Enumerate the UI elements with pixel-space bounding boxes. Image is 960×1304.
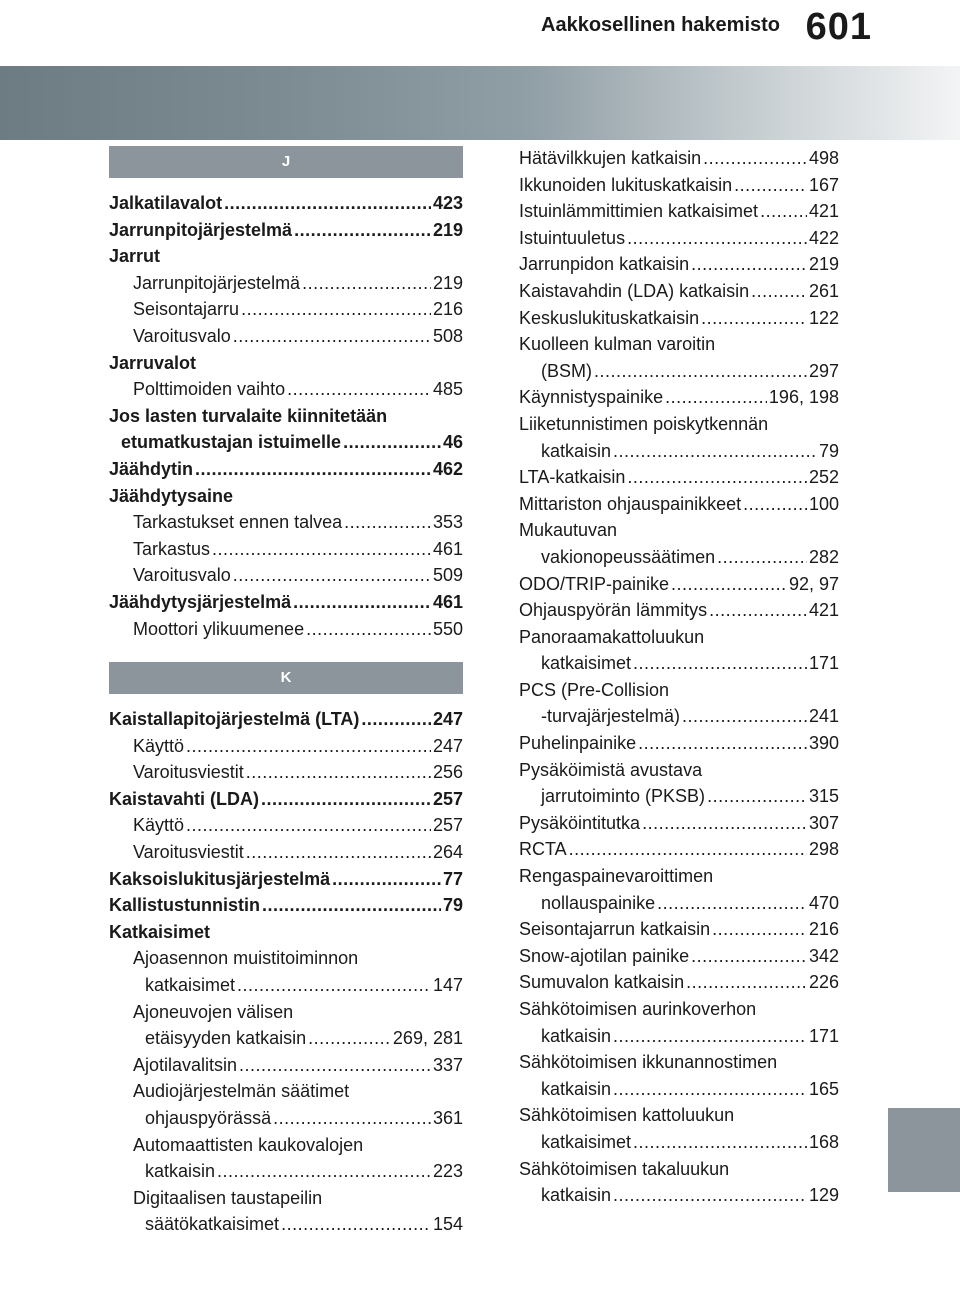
index-entry-page: 241 [808,706,839,727]
index-entry-label: Tarkastukset ennen talvea [133,512,343,533]
index-entry-label: Kaistallapitojärjestelmä (LTA) [109,709,360,730]
index-entry [109,1185,463,1212]
index-entry-page: 342 [808,945,839,966]
leader-dots [233,323,431,350]
index-entry-label: etumatkustajan istuimelle [121,432,342,453]
leader-dots [671,571,787,598]
leader-dots [233,562,431,589]
index-entry [519,943,839,970]
index-entry-label: Panoraamakattoluukun [519,626,705,647]
index-entry [109,919,463,946]
index-entry [519,863,839,890]
index-entry [109,866,463,893]
leader-dots [239,1052,431,1079]
index-entry [109,786,463,813]
leader-dots [627,464,807,491]
index-entry-label: Seisontajarrun katkaisin [519,919,711,940]
index-entry-page: 171 [808,653,839,674]
index-entry-label: Jarrunpitojärjestelmä [109,219,293,240]
index-entry-page: 216 [808,919,839,940]
leader-dots [569,836,807,863]
index-entry [519,916,839,943]
index-entry [109,972,463,999]
index-entry-page: 167 [808,174,839,195]
index-entry [519,438,839,465]
leader-dots [241,296,431,323]
index-entry-label: Kallistustunnistin [109,895,261,916]
leader-dots [703,145,807,172]
index-entry-label: Pysäköimistä avustava [519,759,703,780]
index-entry-label: katkaisimet [541,1131,632,1152]
index-entry [109,1132,463,1159]
index-entry-page: 550 [432,618,463,639]
index-entry-label: Jalkatilavalot [109,193,223,213]
index-entry-page: 353 [432,512,463,533]
index-entry-label: Kaksoislukitusjärjestelmä [109,868,331,889]
index-entry [519,358,839,385]
index-entry-label: PCS (Pre-Collision [519,679,670,700]
index-entry-page: 100 [808,493,839,514]
index-entry [519,703,839,730]
index-list-right [519,145,839,1209]
index-entry-label: Sähkötoimisen takaluukun [519,1158,730,1179]
index-entry [519,198,839,225]
index-entry-label: Käyttö [133,815,185,836]
index-entry-page: 421 [808,201,839,222]
leader-dots [186,733,431,760]
leader-dots [293,589,431,616]
index-entry [519,464,839,491]
index-entry-page: 223 [432,1161,463,1182]
leader-dots [682,703,807,730]
leader-dots [717,544,807,571]
index-entry [109,1211,463,1238]
index-entry-page: 92, 97 [788,573,839,594]
index-entry-label: Jos lasten turvalaite kiinnitetään [109,405,388,426]
index-entry-label: Jarrunpidon katkaisin [519,254,690,275]
leader-dots [613,438,817,465]
index-entry-label: Varoitusvalo [133,325,231,346]
leader-dots [734,172,807,199]
index-entry-label: Mittariston ohjauspainikkeet [519,493,742,514]
index-entry [519,517,839,544]
index-entry-label: Sähkötoimisen kattoluukun [519,1105,735,1126]
index-entry-label: Moottori ylikuumenee [133,618,305,639]
index-entry-label: Sähkötoimisen ikkunannostimen [519,1052,778,1073]
index-entry-page: 122 [808,307,839,328]
leader-dots [195,456,431,483]
leader-dots [633,650,807,677]
index-entry [109,733,463,760]
index-entry [109,999,463,1026]
index-entry-label: Ajoasennon muistitoiminnon [133,948,359,969]
index-entry-label: Ajotilavalitsin [133,1054,238,1075]
index-entry-page: 498 [808,148,839,168]
index-entry-label: Varoitusviestit [133,762,244,783]
index-entry [109,456,463,483]
leader-dots [613,1023,807,1050]
index-column-right [519,145,839,1209]
index-entry-page: 77 [442,868,463,889]
index-entry [519,810,839,837]
index-entry [109,812,463,839]
index-entry-page: 247 [432,735,463,756]
index-entry-label: Kuolleen kulman varoitin [519,334,716,355]
leader-dots [273,1105,431,1132]
leader-dots [262,892,441,919]
leader-dots [627,225,807,252]
index-entry [109,589,463,616]
index-entry-label: vakionopeussäätimen [541,546,716,567]
index-list-j [109,190,463,642]
index-entry-label: katkaisin [541,1025,612,1046]
index-entry [519,278,839,305]
index-entry [519,1049,839,1076]
index-entry [109,509,463,536]
index-entry-label: etäisyyden katkaisin [145,1028,307,1049]
index-entry-label: ohjauspyörässä [145,1108,272,1128]
leader-dots [261,786,431,813]
index-entry [519,783,839,810]
index-entry-page: 168 [808,1131,839,1152]
index-entry [109,429,463,456]
leader-dots [657,890,807,917]
index-entry-label: katkaisimet [541,653,632,674]
index-entry [109,1105,463,1132]
index-entry-page: 509 [432,565,463,586]
leader-dots [224,190,431,217]
index-entry-page: 282 [808,546,839,567]
index-entry [109,945,463,972]
index-entry [109,243,463,270]
leader-dots [709,597,807,624]
index-entry-page: 252 [808,467,839,488]
leader-dots [642,810,807,837]
leader-dots [302,270,431,297]
leader-dots [294,217,431,244]
index-entry-label: Ohjauspyörän lämmitys [519,600,708,621]
index-entry-label: Seisontajarru [133,299,240,320]
index-entry-label: Pysäköintitutka [519,812,641,833]
index-entry-page: 261 [808,280,839,301]
index-entry [519,491,839,518]
index-entry-label: Mukautuvan [519,520,618,541]
header-banner [0,66,960,140]
index-entry [519,571,839,598]
index-entry [519,145,839,172]
index-entry-label: Käyttö [133,735,185,756]
index-entry-label: Katkaisimet [109,921,211,942]
index-entry [109,839,463,866]
index-entry [519,996,839,1023]
index-entry-label: Puhelinpainike [519,733,637,754]
index-entry-label: Hätävilkkujen katkaisin [519,148,702,168]
leader-dots [760,198,807,225]
index-entry-page: 165 [808,1078,839,1099]
index-entry-page: 219 [808,254,839,275]
index-entry-page: 423 [432,193,463,213]
index-entry-page: 462 [432,458,463,479]
index-entry-page: 154 [432,1214,463,1235]
leader-dots [751,278,807,305]
index-entry [519,172,839,199]
index-entry-page: 315 [808,786,839,807]
index-entry [109,483,463,510]
index-entry-page: 485 [432,379,463,400]
index-entry-label: katkaisin [541,1185,612,1206]
index-entry [109,562,463,589]
index-entry [519,624,839,651]
index-entry-label: katkaisin [541,1078,612,1099]
index-entry-label: -turvajärjestelmä) [541,706,681,727]
index-entry-page: 46 [442,432,463,453]
index-entry-label: Ajoneuvojen välisen [133,1001,294,1022]
leader-dots [594,358,807,385]
leader-dots [237,972,431,999]
index-entry-label: RCTA [519,839,567,860]
index-entry-label: Jarrut [109,246,161,267]
index-entry [519,650,839,677]
leader-dots [686,969,807,996]
index-entry-label: Jarruvalot [109,352,197,373]
index-entry [109,892,463,919]
index-entry [109,350,463,377]
index-entry-page: 390 [808,733,839,754]
page-header [0,0,960,62]
section-title: Aakkosellinen hakemisto [541,14,780,36]
index-entry-label: Digitaalisen taustapeilin [133,1187,323,1208]
index-entry-page: 147 [432,975,463,996]
index-entry-label: LTA-katkaisin [519,467,626,488]
index-entry-page: 257 [432,788,463,809]
index-entry-page: 297 [808,360,839,381]
leader-dots [306,616,431,643]
leader-dots [217,1158,431,1185]
index-entry [519,1156,839,1183]
index-entry-label: katkaisimet [145,975,236,996]
index-entry-label: nollauspainike [541,892,656,913]
index-entry [109,1078,463,1105]
index-entry-page: 269, 281 [392,1028,463,1049]
index-entry-page: 461 [432,591,463,612]
leader-dots [281,1211,431,1238]
index-entry-label: ODO/TRIP-painike [519,573,670,594]
letter-header-j: J [109,146,463,178]
chapter-tab [888,1108,960,1192]
index-entry-page: 421 [808,600,839,621]
index-entry-page: 470 [808,892,839,913]
index-entry-page: 247 [432,709,463,730]
index-entry [519,597,839,624]
index-entry [109,1052,463,1079]
index-entry [519,730,839,757]
index-entry [109,536,463,563]
index-entry-label: Varoitusvalo [133,565,231,586]
index-entry-label: Audiojärjestelmän säätimet [133,1081,350,1102]
index-entry-page: 219 [432,272,463,293]
index-list-k [109,706,463,1238]
index-entry [109,759,463,786]
index-entry-label: Keskuslukituskatkaisin [519,307,700,328]
index-entry-label: Sumuvalon katkaisin [519,972,685,993]
leader-dots [707,783,807,810]
leader-dots [246,839,431,866]
index-entry-label: Automaattisten kaukovalojen [133,1134,364,1155]
index-entry-label: Kaistavahti (LDA) [109,788,260,809]
index-entry [109,1158,463,1185]
index-entry-page: 79 [442,895,463,916]
index-entry-page: 508 [432,325,463,346]
index-entry-page: 422 [808,227,839,248]
leader-dots [361,706,431,733]
index-entry-page: 298 [808,839,839,860]
leader-dots [246,759,431,786]
leader-dots [712,916,807,943]
index-entry-label: Rengaspainevaroittimen [519,866,714,887]
leader-dots [308,1025,391,1052]
index-entry [519,411,839,438]
leader-dots [287,376,431,403]
leader-dots [638,730,807,757]
index-entry [519,225,839,252]
index-entry-label: Istuinlämmittimien katkaisimet [519,201,759,222]
letter-header-k: K [109,662,463,694]
index-entry [109,323,463,350]
index-entry-page: 257 [432,815,463,836]
leader-dots [344,509,431,536]
index-entry [109,296,463,323]
index-entry [109,403,463,430]
index-entry-page: 216 [432,299,463,320]
index-entry [109,190,463,217]
index-entry-label: katkaisin [541,440,612,461]
index-entry [519,757,839,784]
index-entry-page: 219 [432,219,463,240]
leader-dots [186,812,431,839]
leader-dots [212,536,431,563]
index-entry-page: 79 [818,440,839,461]
index-entry-page: 196, 198 [768,387,839,408]
index-entry [519,1076,839,1103]
index-entry [519,331,839,358]
index-entry [519,1129,839,1156]
index-entry [519,1182,839,1209]
index-entry [519,251,839,278]
index-entry [519,969,839,996]
section-spacer [109,642,463,662]
index-entry-label: (BSM) [541,360,592,381]
leader-dots [691,251,807,278]
index-entry-label: Varoitusviestit [133,842,244,863]
index-entry [109,706,463,733]
index-entry-page: 337 [432,1054,463,1075]
index-entry-page: 226 [808,972,839,993]
leader-dots [613,1076,807,1103]
index-entry-label: säätökatkaisimet [145,1214,280,1235]
index-entry-label: Istuintuuletus [519,227,626,248]
index-entry [519,305,839,332]
index-entry [109,270,463,297]
index-entry-page: 461 [432,538,463,559]
leader-dots [691,943,807,970]
leader-dots [332,866,441,893]
leader-dots [633,1129,807,1156]
index-entry [109,217,463,244]
index-entry [519,1023,839,1050]
index-entry-label: Liiketunnistimen poiskytkennän [519,413,769,434]
index-entry [109,1025,463,1052]
index-entry [519,1102,839,1129]
leader-dots [743,491,807,518]
index-entry [519,677,839,704]
index-entry-label: Ikkunoiden lukituskatkaisin [519,174,733,195]
index-entry-label: Jäähdytysaine [109,485,234,506]
index-entry-label: Polttimoiden vaihto [133,379,286,400]
index-entry-page: 361 [432,1108,463,1128]
index-entry [519,384,839,411]
leader-dots [613,1182,807,1209]
index-entry-label: katkaisin [145,1161,216,1182]
index-entry-page: 256 [432,762,463,783]
index-entry [519,836,839,863]
index-entry [519,544,839,571]
index-entry-label: Tarkastus [133,538,211,559]
index-entry-label: Jäähdytysjärjestelmä [109,591,292,612]
index-entry-label: Kaistavahdin (LDA) katkaisin [519,280,750,301]
index-entry-label: Snow-ajotilan painike [519,945,690,966]
index-entry-label: Jarrunpitojärjestelmä [133,272,301,293]
leader-dots [343,429,441,456]
index-entry-label: Sähkötoimisen aurinkoverhon [519,999,757,1019]
index-entry [519,890,839,917]
index-column-left [109,146,463,1238]
leader-dots [701,305,807,332]
index-entry-page: 264 [432,842,463,863]
index-entry-page: 129 [808,1185,839,1206]
page-number: 601 [805,6,872,48]
leader-dots [665,384,767,411]
index-entry-label: jarrutoiminto (PKSB) [541,786,706,807]
index-entry-label: Jäähdytin [109,458,194,479]
index-entry [109,616,463,643]
index-entry [109,376,463,403]
index-entry-page: 307 [808,812,839,833]
index-entry-page: 171 [808,1025,839,1046]
index-entry-label: Käynnistyspainike [519,387,664,408]
